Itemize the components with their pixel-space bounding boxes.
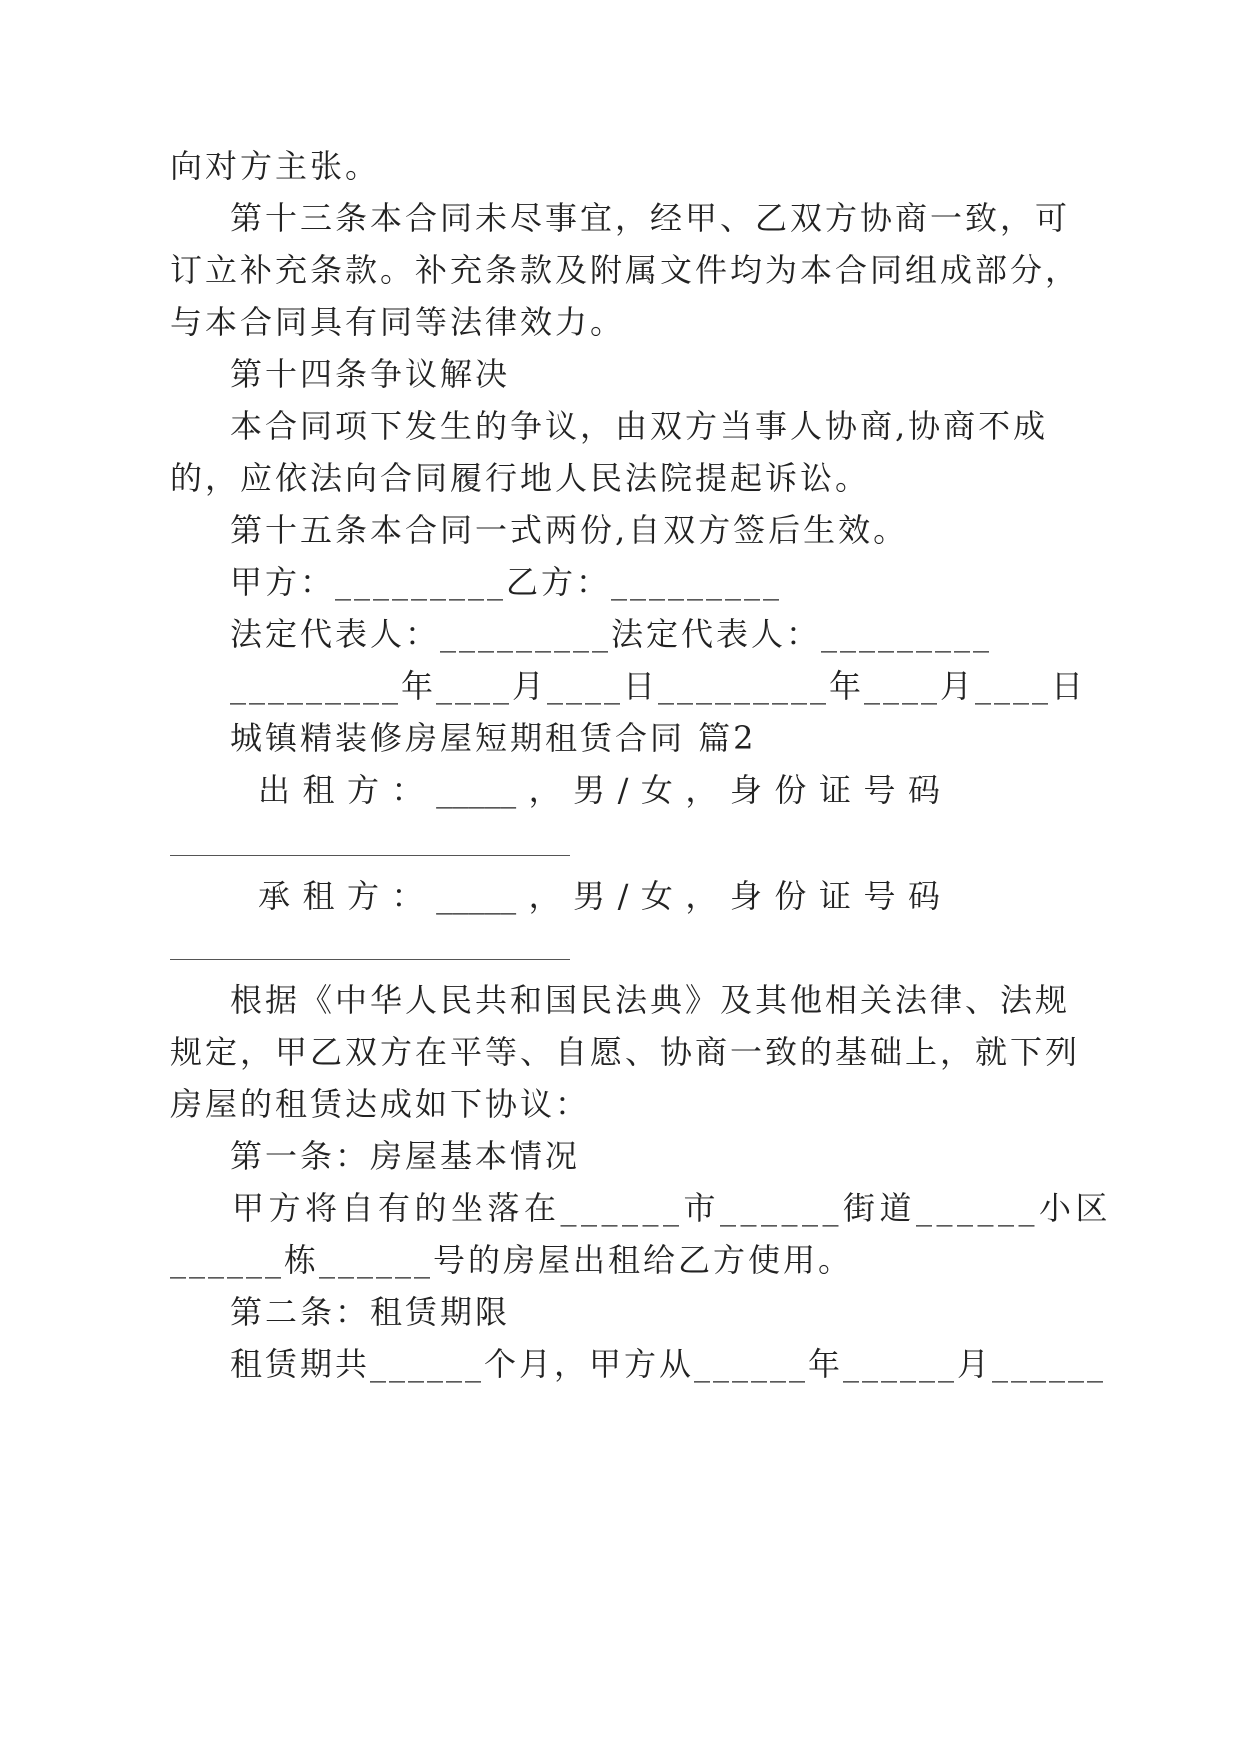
lessee-char: 承 [258, 877, 291, 915]
text-line: 向对方主张。 [170, 147, 381, 185]
lessor-char: 号 [863, 771, 896, 809]
lessee-char: 证 [818, 877, 851, 915]
lessee-char: ， [528, 877, 561, 915]
section-heading: 第二条：租赁期限 [230, 1293, 511, 1331]
lessee-char: 码 [907, 877, 940, 915]
text-line: 第十三条本合同未尽事宜，经甲、乙双方协商一致，可 [230, 199, 1071, 237]
lessor-char: 身 [729, 771, 762, 809]
lessee-id-blank-line [170, 959, 570, 960]
lessee-char: 女 [640, 877, 673, 915]
lessor-name-blank: _____ [436, 771, 517, 809]
text-line: 的，应依法向合同履行地人民法院提起诉讼。 [170, 459, 871, 497]
lessor-char: 证 [818, 771, 851, 809]
lessee-char: ， [685, 877, 718, 915]
text-line: 订立补充条款。补充条款及附属文件均为本合同组成部分， [170, 251, 1081, 289]
lessor-char: 方 [347, 771, 380, 809]
lessor-id-blank-line [170, 855, 570, 856]
signature-date-line: _________年____月____日_________年____月____日 [230, 667, 1087, 705]
text-line: 甲方将自有的坐落在______市______街道______小区 [232, 1189, 1113, 1227]
section-heading: 第一条：房屋基本情况 [230, 1137, 581, 1175]
text-line: 第十五条本合同一式两份,自双方签后生效。 [230, 511, 909, 549]
text-line: 本合同项下发生的争议，由双方当事人协商,协商不成 [230, 407, 1049, 445]
lessor-char: ： [391, 771, 424, 809]
section-heading: 第十四条争议解决 [230, 355, 511, 393]
lessee-char: / [617, 877, 629, 915]
text-line: 根据《中华人民共和国民法典》及其他相关法律、法规 [230, 981, 1071, 1019]
lessor-char: ， [685, 771, 718, 809]
text-line: 与本合同具有同等法律效力。 [170, 303, 626, 341]
lessor-char: ， [528, 771, 561, 809]
signature-party-line: 甲方：_________乙方：_________ [230, 563, 783, 601]
lessee-char: 租 [302, 877, 335, 915]
lessor-row [258, 770, 940, 810]
contract-title: 城镇精装修房屋短期租赁合同 篇2 [230, 719, 757, 757]
signature-representative-line: 法定代表人：_________法定代表人：_________ [230, 615, 993, 653]
lessee-char: 方 [347, 877, 380, 915]
lessee-name-blank: _____ [436, 877, 517, 915]
text-line: ______栋______号的房屋出租给乙方使用。 [170, 1241, 854, 1279]
lessor-char: 码 [907, 771, 940, 809]
lessor-char: 出 [258, 771, 291, 809]
text-line: 规定，甲乙双方在平等、自愿、协商一致的基础上，就下列 [170, 1033, 1081, 1071]
text-line: 租赁期共______个月，甲方从______年______月______ [230, 1345, 1107, 1383]
lessor-char: 女 [640, 771, 673, 809]
lessee-char: 身 [729, 877, 762, 915]
lessor-char: 男 [573, 771, 606, 809]
lessee-char: 份 [774, 877, 807, 915]
text-line: 房屋的租赁达成如下协议： [170, 1085, 591, 1123]
lessee-char: 男 [573, 877, 606, 915]
lessee-char: 号 [863, 877, 896, 915]
lessor-char: 租 [302, 771, 335, 809]
lessor-char: 份 [774, 771, 807, 809]
lessee-char: ： [391, 877, 424, 915]
lessee-row [258, 876, 940, 916]
lessor-char: / [617, 771, 629, 809]
